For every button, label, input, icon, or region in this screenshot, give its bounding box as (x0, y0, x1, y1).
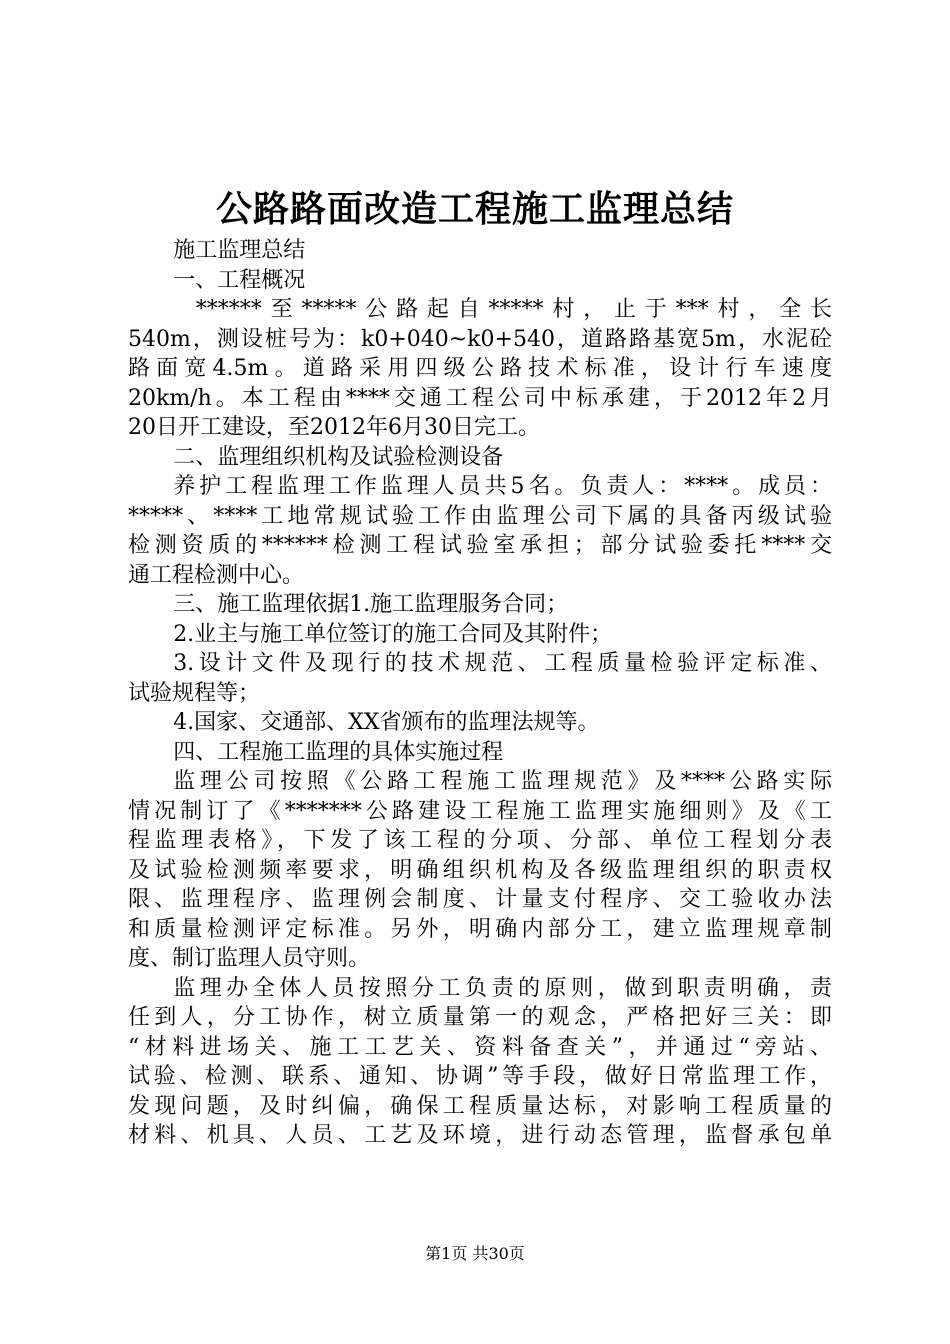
page-footer: 第1页 共30页 (425, 1244, 525, 1263)
body-line: 3.设计文件及现行的技术规范、工程质量检验评定标准、 (173, 651, 832, 676)
body-line: 试验、检测、联系、通知、协调”等手段，做好日常监理工作， (128, 1064, 832, 1089)
body-line: 发现问题，及时纠偏，确保工程质量达标，对影响工程质量的 (128, 1093, 832, 1119)
body-line: 三、施工监理依据1.施工监理服务合同； (173, 592, 569, 617)
body-line: 二、监理组织机构及试验检测设备 (173, 444, 504, 470)
body-line: 监理公司按照《公路工程施工监理规范》及****公路实际 (173, 769, 832, 794)
body-line: 2.业主与施工单位签订的施工合同及其附件； (173, 621, 613, 647)
body-line: 4.国家、交通部、XX省颁布的监理法规等。 (173, 710, 600, 735)
body-line: 四、工程施工监理的具体实施过程 (173, 739, 504, 765)
body-line: “材料进场关、施工工艺关、资料备查关”，并通过“旁站、 (128, 1034, 832, 1060)
body-line: 度、制订监理人员守则。 (128, 946, 371, 971)
body-line: ******至*****公路起自*****村，止于***村，全长 (195, 297, 832, 322)
document-title: 公路路面改造工程施工监理总结 (215, 188, 734, 230)
body-line: 路面宽4.5m。道路采用四级公路技术标准，设计行车速度 (128, 356, 832, 381)
body-line: 限、监理程序、监理例会制度、计量支付程序、交工验收办法 (128, 887, 832, 912)
body-line: 20日开工建设，至2012年6月30日完工。 (128, 415, 540, 440)
document-body (128, 236, 832, 1151)
body-line: 材料、机具、人员、工艺及环境，进行动态管理，监督承包单 (128, 1123, 832, 1148)
body-line: 施工监理总结 (173, 238, 306, 263)
body-line: 通工程检测中心。 (128, 562, 305, 588)
body-line: 540m，测设桩号为：k0+040~k0+540，道路路基宽5m，水泥砼 (128, 326, 832, 352)
body-line: 及试验检测频率要求，明确组织机构及各级监理组织的职责权 (128, 857, 832, 883)
body-line: *****、****工地常规试验工作由监理公司下属的具备丙级试验 (128, 503, 832, 529)
body-line: 20km/h。本工程由****交通工程公司中标承建，于2012年2月 (128, 385, 832, 411)
body-line: 情况制订了《*******公路建设工程施工监理实施细则》及《工 (128, 798, 832, 824)
body-line: 一、工程概况 (173, 267, 306, 293)
body-line: 试验规程等； (128, 680, 261, 706)
body-line: 和质量检测评定标准。另外，明确内部分工，建立监理规章制 (128, 916, 832, 942)
body-line: 检测资质的******检测工程试验室承担；部分试验委托****交 (128, 533, 832, 558)
body-line: 任到人，分工协作，树立质量第一的观念，严格把好三关：即 (128, 1005, 832, 1030)
body-line: 监理办全体人员按照分工负责的原则，做到职责明确，责 (173, 975, 832, 1001)
body-line: 养护工程监理工作监理人员共5名。负责人：****。成员： (173, 474, 832, 499)
body-line: 程监理表格》，下发了该工程的分项、分部、单位工程划分表 (128, 828, 832, 853)
